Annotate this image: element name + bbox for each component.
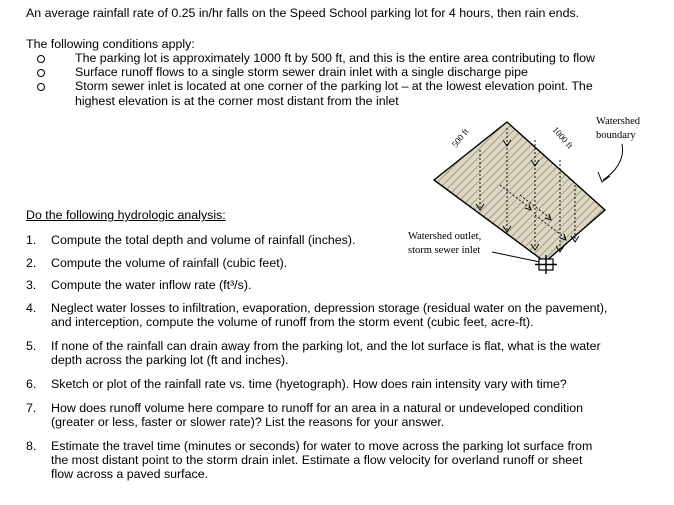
watershed-boundary-label: Watershed	[596, 116, 641, 127]
watershed-boundary-label-2: boundary	[596, 130, 636, 141]
question-3: 3. Compute the water inflow rate (ft³/s).	[26, 278, 252, 292]
condition-item: Storm sewer inlet is located at one corner of the parking lot – at the lowest elevation point. The highest elevation is at the corner most distant from the inlet	[37, 79, 647, 107]
outlet-label: Watershed outlet,	[408, 231, 482, 242]
question-7: 7. How does runoff volume here compare to runoff for an area in a natural or undeveloped condition (greater or less, faster or slower rate)? List the reasons for your answer.	[26, 401, 583, 430]
question-4: 4. Neglect water losses to infiltration, evaporation, depression storage (residual water on the pavement), and interception, compute the volume of runoff from the storm event (cubic feet, acre-ft).	[26, 301, 608, 330]
conditions-heading: The following conditions apply:	[26, 37, 195, 51]
question-8: 8. Estimate the travel time (minutes or seconds) for water to move across the parking lot surface from the most distant point to the storm drain inlet. Estimate a flow velocity for overland runoff or sheet flow across a paved surface.	[26, 439, 593, 482]
bullet-circle-icon	[37, 55, 45, 63]
boundary-pointer-arrow	[603, 144, 623, 180]
question-1: 1. Compute the total depth and volume of rainfall (inches).	[26, 233, 356, 247]
condition-item: Surface runoff flows to a single storm sewer drain inlet with a single discharge pipe	[37, 65, 647, 79]
bullet-circle-icon	[37, 69, 45, 77]
question-6: 6. Sketch or plot of the rainfall rate vs. time (hyetograph). How does rain intensity vary with time?	[26, 377, 567, 391]
intro-text: An average rainfall rate of 0.25 in/hr falls on the Speed School parking lot for 4 hours, then rain ends.	[26, 6, 580, 20]
length-1000-label: 1000 ft	[550, 124, 576, 151]
outlet-label-2: storm sewer inlet	[408, 245, 481, 256]
question-2: 2. Compute the volume of rainfall (cubic feet).	[26, 256, 288, 270]
bullet-circle-icon	[37, 83, 45, 91]
question-5: 5. If none of the rainfall can drain away from the parking lot, and the lot surface is flat, what is the water depth across the parking lot (ft and inches).	[26, 339, 601, 368]
parking-lot-diagram	[400, 100, 670, 275]
length-500-label: 500 ft	[449, 126, 471, 150]
analysis-heading: Do the following hydrologic analysis:	[26, 208, 226, 222]
condition-item: The parking lot is approximately 1000 ft by 500 ft, and this is the entire area contributing to flow	[37, 51, 647, 65]
